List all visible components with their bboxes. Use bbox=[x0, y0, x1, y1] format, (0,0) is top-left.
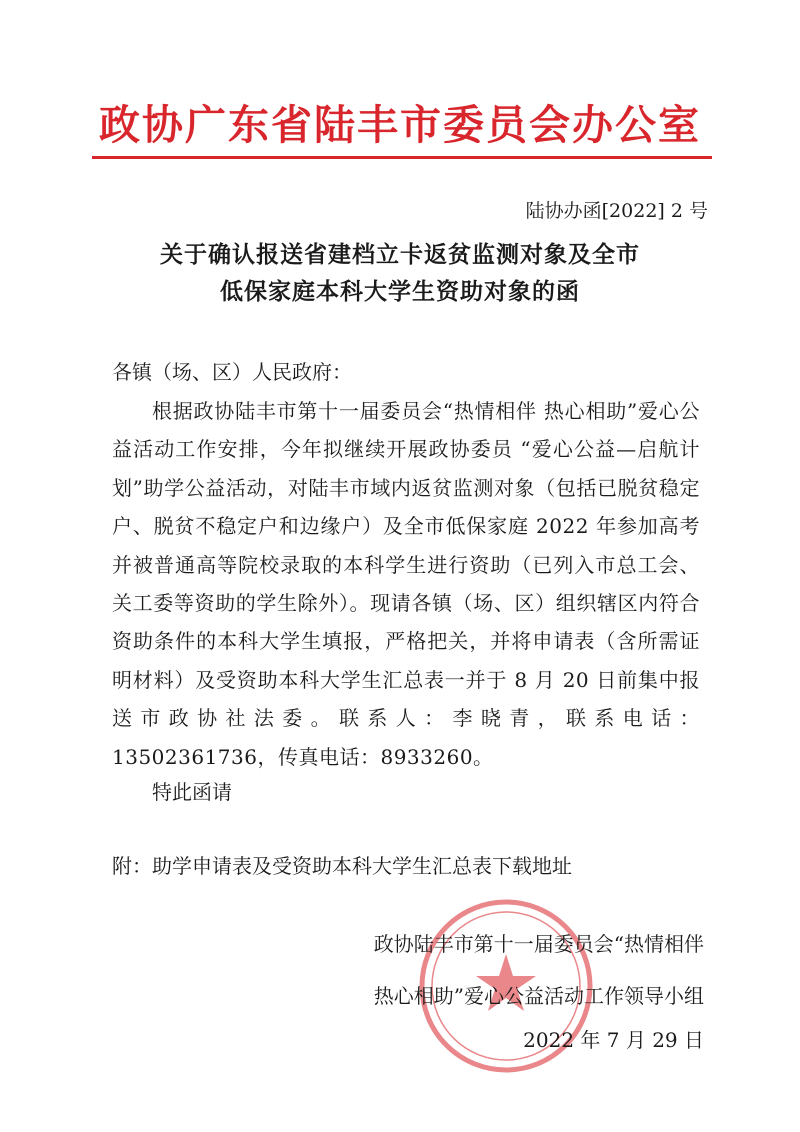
closing-phrase: 特此函请 bbox=[152, 780, 232, 804]
document-title-line-1: 关于确认报送省建档立卡返贫监测对象及全市 bbox=[160, 241, 640, 268]
salutation: 各镇（场、区）人民政府： bbox=[112, 360, 352, 384]
signature-line-1: 政协陆丰市第十一届委员会“热情相伴 bbox=[373, 932, 704, 956]
document-title-line-2: 低保家庭本科大学生资助对象的函 bbox=[220, 278, 580, 305]
red-header-rule bbox=[92, 156, 712, 159]
signature-line-2: 热心相助”爱心公益活动工作领导小组 bbox=[373, 984, 704, 1008]
attachment-note: 附：助学申请表及受资助本科大学生汇总表下载地址 bbox=[112, 854, 572, 878]
body-paragraph: 根据政协陆丰市第十一届委员会“热情相伴 热心相助”爱心公益活动工作安排，今年拟继续开展政协委员 “爱心公益—启航计划”助学公益活动，对陆丰市域内返贫监测对象（包括已脱贫稳定户、脱贫不稳定户和边缘户）及全市低保家庭 2022 年参加高考并被普通高等院校录取的本科学生进行资助（已列入市总工会、关工委等资助的学生除外）。现请各镇（场、区）组织辖区内符合资助条件的本科大学生填报，严格把关，并将申请表（含所需证明材料）及受资助本科大学生汇总表一并于 8 月 20 日前集中报送市政协社法委。联系人：李晓青，联系电话：13502361736，传真电话：8933260。 bbox=[112, 399, 700, 769]
signature-date: 2022 年 7 月 29 日 bbox=[523, 1028, 704, 1052]
document-number: 陆协办函[2022] 2 号 bbox=[525, 200, 708, 222]
issuing-organization-title: 政协广东省陆丰市委员会办公室 bbox=[99, 101, 701, 149]
